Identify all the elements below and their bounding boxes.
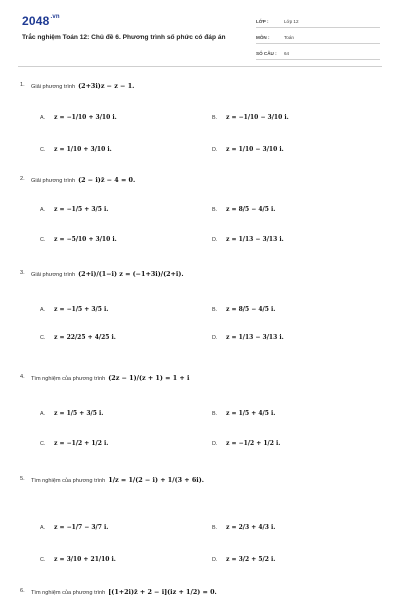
option-label: B. bbox=[212, 411, 218, 417]
document-meta bbox=[256, 15, 380, 63]
option-label: B. bbox=[212, 525, 218, 531]
option-value: z = −1/10 − 3/10 i. bbox=[226, 114, 289, 121]
option-label: C. bbox=[40, 441, 46, 447]
question-stem bbox=[31, 82, 134, 90]
option-value: z = 1/13 − 3/13 i. bbox=[226, 334, 284, 341]
question-equation: (2 − i)z̄ − 4 = 0. bbox=[78, 176, 136, 184]
option-c[interactable] bbox=[40, 146, 112, 153]
question-equation: (2+3i)z − z − 1. bbox=[78, 82, 135, 90]
option-label: B. bbox=[212, 307, 218, 313]
option-value: z = 8/5 − 4/5 i. bbox=[226, 206, 276, 213]
option-value: z = 22/25 + 4/25 i. bbox=[54, 334, 116, 341]
question-equation: 1/z = 1/(2 − i) + 1/(3 + 6i). bbox=[108, 476, 204, 484]
meta-subject-label: MÔN : bbox=[256, 34, 270, 40]
meta-count-label: SỐ CÂU : bbox=[256, 50, 277, 56]
option-b[interactable] bbox=[212, 306, 275, 313]
option-label: C. bbox=[40, 557, 46, 563]
option-b[interactable] bbox=[212, 114, 289, 121]
question-number: 1. bbox=[20, 82, 25, 88]
option-b[interactable] bbox=[212, 410, 275, 417]
option-value: z = −1/5 + 3/5 i. bbox=[54, 306, 109, 313]
option-d[interactable] bbox=[212, 236, 284, 243]
option-b[interactable] bbox=[212, 524, 275, 531]
option-label: C. bbox=[40, 335, 46, 341]
meta-subject-value: Toán bbox=[284, 34, 294, 40]
question-equation: [(1+2i)z̄ + 2 − i](iz + 1/2) = 0. bbox=[108, 588, 217, 596]
option-a[interactable] bbox=[40, 114, 117, 121]
option-label: A. bbox=[40, 525, 46, 531]
option-value: z = −5/10 + 3/10 i. bbox=[54, 236, 117, 243]
option-value: z = 8/5 − 4/5 i. bbox=[226, 306, 276, 313]
option-value: z = 1/5 + 3/5 i. bbox=[54, 410, 104, 417]
option-a[interactable] bbox=[40, 306, 108, 313]
meta-class-value: Lớp 12 bbox=[284, 18, 299, 24]
option-label: A. bbox=[40, 307, 46, 313]
option-value: z = 2/3 + 4/3 i. bbox=[226, 524, 276, 531]
question-stem bbox=[31, 270, 184, 278]
question-stem-text: Tìm nghiệm của phương trình bbox=[31, 478, 106, 484]
option-value: z = 1/13 − 3/13 i. bbox=[226, 236, 284, 243]
meta-count bbox=[256, 47, 380, 60]
option-value: z = 3/2 + 5/2 i. bbox=[226, 556, 276, 563]
question-number: 3. bbox=[20, 270, 25, 276]
question-stem-text: Giải phương trình bbox=[31, 272, 76, 278]
option-c[interactable] bbox=[40, 236, 117, 243]
meta-count-value: 64 bbox=[284, 50, 290, 56]
document-title: Trắc nghiệm Toán 12: Chủ đề 6. Phương trình số phức có đáp án bbox=[22, 34, 226, 41]
option-value: z = −1/7 − 3/7 i. bbox=[54, 524, 109, 531]
question-stem-text: Tìm nghiệm của phương trình bbox=[31, 376, 106, 382]
option-c[interactable] bbox=[40, 556, 116, 563]
site-logo[interactable] bbox=[22, 14, 60, 28]
option-d[interactable] bbox=[212, 556, 275, 563]
header bbox=[0, 0, 400, 64]
option-label: B. bbox=[212, 207, 218, 213]
question-number: 5. bbox=[20, 476, 25, 482]
option-value: z = 1/10 + 3/10 i. bbox=[54, 146, 112, 153]
option-label: C. bbox=[40, 147, 46, 153]
question-stem bbox=[31, 476, 204, 484]
option-label: A. bbox=[40, 207, 46, 213]
option-c[interactable] bbox=[40, 440, 108, 447]
question-equation: (2z − 1)/(z + 1) = 1 + i bbox=[108, 374, 190, 382]
option-a[interactable] bbox=[40, 524, 108, 531]
meta-class-label: LỚP : bbox=[256, 18, 269, 24]
question-stem bbox=[31, 588, 217, 596]
option-d[interactable] bbox=[212, 440, 280, 447]
meta-subject bbox=[256, 31, 380, 44]
question-stem bbox=[31, 176, 135, 184]
option-value: z = −1/2 + 1/2 i. bbox=[54, 440, 109, 447]
question-stem bbox=[31, 374, 189, 382]
option-label: D. bbox=[212, 557, 218, 563]
option-label: D. bbox=[212, 441, 218, 447]
option-label: D. bbox=[212, 237, 218, 243]
option-value: z = 3/10 + 21/10 i. bbox=[54, 556, 116, 563]
option-label: D. bbox=[212, 147, 218, 153]
question-number: 6. bbox=[20, 588, 25, 594]
option-d[interactable] bbox=[212, 146, 284, 153]
question-number: 2. bbox=[20, 176, 25, 182]
logo-text: 2048 bbox=[22, 14, 50, 28]
option-value: z = 1/5 + 4/5 i. bbox=[226, 410, 276, 417]
meta-class bbox=[256, 15, 380, 28]
option-a[interactable] bbox=[40, 410, 103, 417]
option-a[interactable] bbox=[40, 206, 108, 213]
header-divider bbox=[18, 66, 382, 67]
question-number: 4. bbox=[20, 374, 25, 380]
logo-suffix: .vn bbox=[50, 14, 60, 20]
option-label: A. bbox=[40, 411, 46, 417]
option-c[interactable] bbox=[40, 334, 116, 341]
question-equation: (2+i)/(1−i) z = (−1+3i)/(2+i). bbox=[78, 270, 184, 278]
question-stem-text: Giải phương trình bbox=[31, 178, 76, 184]
option-label: B. bbox=[212, 115, 218, 121]
question-stem-text: Giải phương trình bbox=[31, 84, 76, 90]
option-label: A. bbox=[40, 115, 46, 121]
option-b[interactable] bbox=[212, 206, 275, 213]
option-label: D. bbox=[212, 335, 218, 341]
option-value: z = −1/2 + 1/2 i. bbox=[226, 440, 281, 447]
option-d[interactable] bbox=[212, 334, 284, 341]
option-label: C. bbox=[40, 237, 46, 243]
option-value: z = 1/10 − 3/10 i. bbox=[226, 146, 284, 153]
option-value: z = −1/10 + 3/10 i. bbox=[54, 114, 117, 121]
option-value: z = −1/5 + 3/5 i. bbox=[54, 206, 109, 213]
question-stem-text: Tìm nghiệm của phương trình bbox=[31, 590, 106, 596]
